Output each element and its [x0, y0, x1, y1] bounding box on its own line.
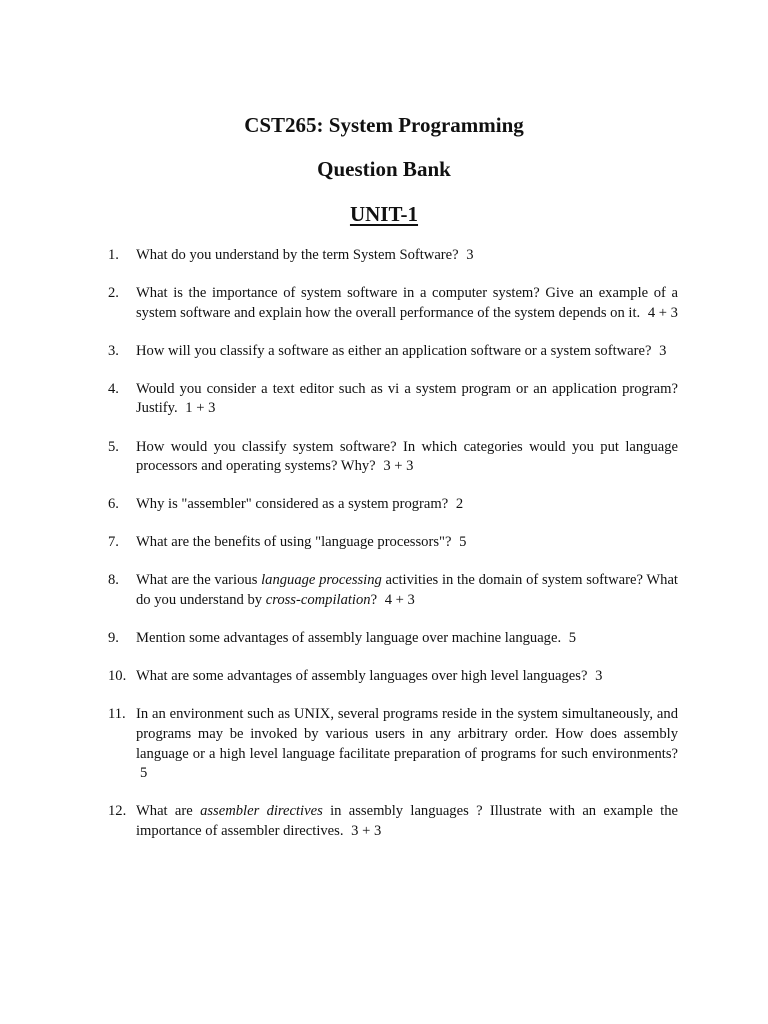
question-text: How will you classify a software as either an application software or a system software?	[136, 342, 652, 359]
question-item	[108, 380, 678, 419]
question-item	[108, 246, 678, 266]
question-item	[108, 495, 678, 515]
question-text: What is the importance of system software in a computer system? Give an example of a system software and explain how the overall performance of the system depends on it.	[136, 285, 678, 321]
document-title: Question Bank	[317, 157, 451, 181]
question-marks: 3 + 3	[383, 458, 414, 475]
question-text-part: What are the various	[136, 572, 262, 589]
question-item	[108, 705, 678, 783]
emphasis-term: language processing	[261, 572, 382, 589]
question-marks: 5	[459, 534, 467, 551]
question-number: 10.	[108, 668, 127, 685]
question-marks: 3 + 3	[351, 822, 382, 839]
question-text: Why is "assembler" considered as a system program?	[136, 496, 449, 513]
question-list	[108, 246, 678, 860]
question-marks: 2	[455, 496, 464, 513]
question-text: In an environment such as UNIX, several programs reside in the system simultaneously, and programs may be invoked by various users in any arbitrary order. How does assembly language or a high level language facilitate preparation of programs for such environments?	[136, 706, 678, 762]
question-number: 5.	[108, 438, 119, 455]
question-marks: 1 + 3	[185, 400, 216, 417]
question-text-part: What are	[136, 803, 201, 820]
question-marks: 3	[466, 247, 474, 263]
question-item	[108, 629, 678, 649]
question-item	[108, 284, 678, 323]
question-number: 8.	[108, 572, 119, 589]
question-text: What are some advantages of assembly languages over high level languages?	[136, 668, 588, 685]
question-item	[108, 342, 678, 362]
question-item	[108, 571, 678, 610]
question-marks: 4 + 3	[384, 592, 415, 609]
emphasis-term: cross-compilation	[265, 592, 371, 609]
question-number: 3.	[108, 342, 119, 359]
question-text: How would you classify system software? In which categories would you put language processors and operating systems? Why?	[136, 438, 678, 475]
question-text-part: in assembly languages ? Illustrate with an example the importance of assembler directives.	[136, 803, 678, 839]
question-item	[108, 802, 678, 841]
question-item	[108, 667, 678, 687]
question-number: 4.	[108, 380, 119, 397]
question-text-part: activities in the domain of system software? What do you understand by	[136, 572, 678, 609]
question-marks: 5	[140, 765, 148, 782]
unit-heading: UNIT-1	[349, 202, 419, 226]
question-number: 9.	[108, 630, 119, 647]
question-number: 2.	[108, 285, 119, 302]
question-marks: 4 + 3	[647, 304, 678, 321]
question-text: Mention some advantages of assembly language over machine language.	[136, 630, 562, 647]
question-number: 7.	[108, 534, 119, 551]
question-text: What are the benefits of using "language processors"?	[136, 534, 452, 551]
question-item	[108, 438, 678, 477]
question-text: What do you understand by the term System Software?	[136, 247, 459, 263]
question-number: 12.	[108, 803, 127, 820]
question-item	[108, 533, 678, 553]
emphasis-term: assembler directives	[200, 803, 323, 820]
question-text: Would you consider a text editor such as vi a system program or an application program? Justify.	[136, 380, 678, 417]
question-marks: 5	[568, 630, 577, 647]
question-marks: 3	[659, 342, 667, 359]
question-text	[136, 803, 678, 839]
question-number: 11.	[108, 706, 126, 723]
question-number: 1.	[108, 247, 119, 263]
question-number: 6.	[108, 496, 119, 513]
course-title: CST265: System Programming	[244, 113, 524, 137]
question-marks: 3	[595, 668, 603, 685]
question-text-part: ?	[370, 592, 378, 609]
